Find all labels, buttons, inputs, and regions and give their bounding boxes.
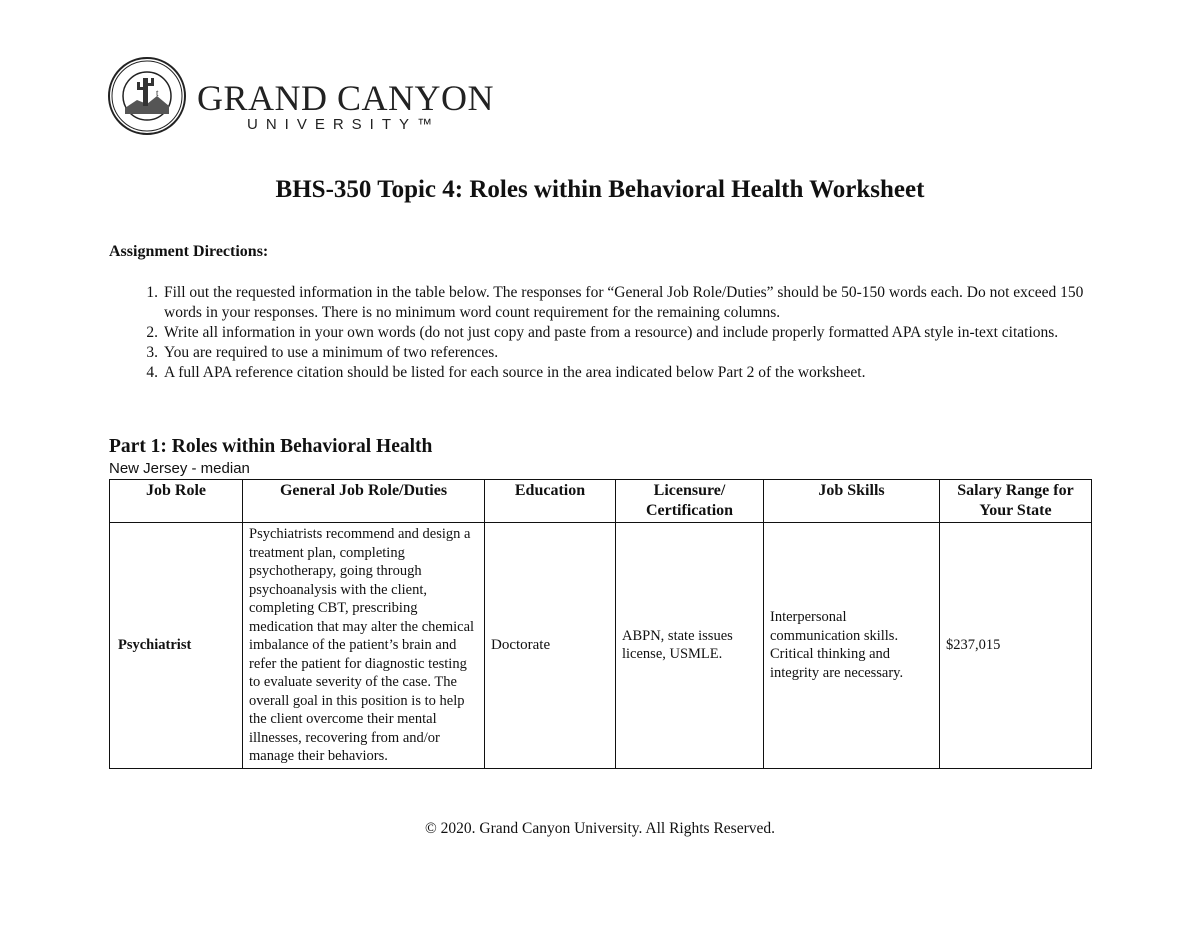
svg-text:t: t [156,88,159,98]
cell-salary: $237,015 [940,523,1092,769]
direction-number: 3. [146,344,158,361]
directions-heading: Assignment Directions: [109,243,269,260]
copyright-footer: © 2020. Grand Canyon University. All Rights Reserved. [424,820,775,837]
direction-item [109,363,1089,383]
table-row [110,523,1092,769]
direction-text: Write all information in your own words (do not just copy and paste from a resource) and include properly formatted APA style in-text citations. [164,324,1059,341]
cell-job-role: Psychiatrist [110,523,243,769]
direction-item [109,343,1089,363]
direction-number: 4. [146,364,158,381]
university-logo [107,56,495,136]
university-subtitle: UNIVERSITY™ [247,116,441,133]
direction-text: A full APA reference citation should be listed for each source in the area indicated below Part 2 of the worksheet. [164,364,866,381]
header-salary: Salary Range for Your State [940,480,1092,523]
direction-number: 1. [146,284,158,301]
cell-education: Doctorate [485,523,616,769]
header-education: Education [485,480,616,523]
direction-item [109,323,1089,343]
direction-text: Fill out the requested information in the table below. The responses for “General Job Role/Duties” should be 50-150 words each. Do not exceed 150 words in your responses. There is no minimum word count requirement for the remaining columns. [164,284,1084,321]
university-seal-icon [107,56,187,136]
part-1-subheading: New Jersey - median [109,460,250,477]
table-header-row [110,480,1092,523]
part-1-heading: Part 1: Roles within Behavioral Health [109,436,433,457]
header-duties: General Job Role/Duties [243,480,485,523]
roles-table [109,479,1092,769]
university-name: GRAND CANYON [197,78,495,118]
header-job-role: Job Role [110,480,243,523]
directions-list [109,283,1089,383]
cell-job-skills: Interpersonal communication skills. Critical thinking and integrity are necessary. [764,523,940,769]
header-job-skills: Job Skills [764,480,940,523]
direction-item [109,283,1089,323]
cell-licensure: ABPN, state issues license, USMLE. [616,523,764,769]
document-title: BHS-350 Topic 4: Roles within Behavioral Health Worksheet [275,176,925,203]
header-licensure: Licensure/ Certification [616,480,764,523]
direction-number: 2. [146,324,158,341]
cell-duties: Psychiatrists recommend and design a treatment plan, completing psychotherapy, going through psychoanalysis with the client, completing CBT, prescribing medication that may alter the chemical imbalance of the patient’s brain and refer the patient for diagnostic testing to evaluate severity of the case. The overall goal in this position is to help the client overcome their mental illnesses, recovering from and/or manage their behaviors. [243,523,485,769]
direction-text: You are required to use a minimum of two references. [164,344,499,361]
